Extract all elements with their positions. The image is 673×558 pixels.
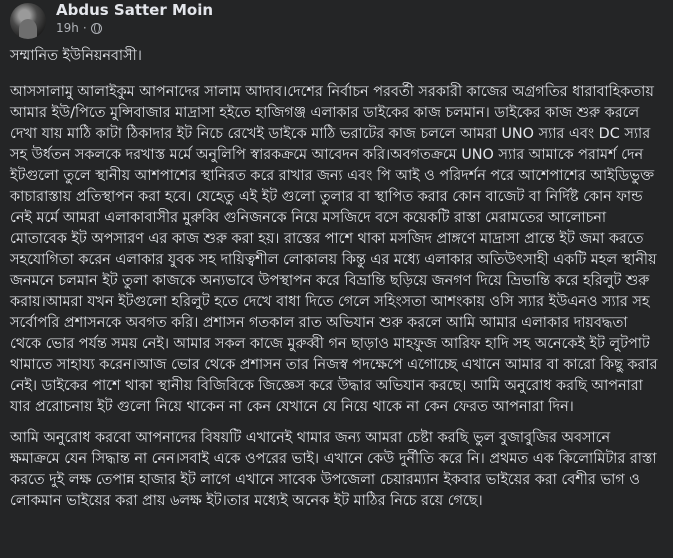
post-paragraph-main: আসসালামু আলাইকুম আপনাদের সালাম আদাব।দেশের নির্বাচন পরবর্তী সরকারী কাজের অগ্রগতির ধারাবাহিকতায় আমার ইউ/পিতে মুন্সিবাজার মাদ্রাসা হইতে হাজিগঞ্জ এলাকার ডাইকের কাজ চলমান। ডাইকের কাজ শুরু করলে দেখা যায় মাঠি কাটা ঠিকাদার ইট নিচে রেখেই ডাইকে মাঠি ভরাটের কাজ চললে আমরা UNO স্যার এবং DC স্যার সহ উর্ধতন সকলকে দরখাস্ত মর্মে অনুলিপি স্বারকক্রমে আবেদন করি।অবগতক্রমে UNO স্যার আমাকে পরামর্শ দেন ইটগুলো তুলে স্থানীয় আশপাশের স্থানিরত করে রাখার জন্য এবং পি আই ও পরিদর্শন পরে আশেপাশের আইডিভুক্ত কাচারাস্তায় প্রতিস্থাপন করা হবে। যেহেতু এই ইট গুলো তুলার বা স্থাপিত করার কোন বাজেট বা নির্দিষ্ট কোন ফান্ড নেই মর্মে আমরা এলাকাবাসীর মুরুব্বি গুনিজনকে নিয়ে মসজিদে বসে কয়েকটি রাস্তা মেরামতের আলোচনা মোতাবেক ইট অপসারণ এর কাজ শুরু করা হয়। রাস্তের পাশে থাকা মসজিদ প্রাঙ্গণে মাদ্রাসা প্রান্তে ইট জমা করতে সহযোগিতা করেন এলাকার যুবক সহ দায়িত্বশীল লোকালয় কিন্তু এর মধ্যে এলাকার অতিউৎসাহী একটি মহল স্থানীয় জনমনে চলমান ইট তুলা কাজকে অন্যভাবে উপস্থাপন করে বিভ্রান্তি ছড়িয়ে জনগণ দিয়ে ভ্রিভান্তি করে হরিলুট শুরু করায়।আমরা যখন ইটগুলো হরিলুট হতে দেখে বাধা দিতে গেলে সহিংসতা আশংকায় ওসি স্যার ইউএনও স্যার সহ সর্বোপরি প্রশাসনকে অবগত করি। প্রশাসন গতকাল রাত অভিযান শুরু করলে আমি আমার এলাকার দায়বদ্ধতা থেকে ভোর পর্যন্ত সময় নেই। আমার সকল কাজে মুরুব্বী গন ছাড়াও মাহফুজ আরিফ হাদি সহ অনেকেই ইট লুটপাট থামাতে সাহায্য করেন।আজ ভোর থেকে প্রশাসন তার নিজস্ব পদক্ষেপে এগোচ্ছে এখানে আমার বা কারো কিছু করার নেই। ডাইকের পাশে থাকা স্থানীয় বিজিবিকে জিজ্ঞেস করে উদ্ধার অভিযান করছে। আমি অনুরোধ করছি আপনারা যার প্ররোচনায় ইট গুলো নিয়ে থাকেন না কেন যেখানে যে নিয়ে থাকে না কেন ফেরত আপনারা দিন। [10, 84, 658, 415]
author-name[interactable]: Abdus Satter Moin [56, 1, 214, 19]
separator-dot: · [82, 21, 87, 35]
post-header [10, 0, 663, 46]
avatar[interactable] [10, 3, 46, 39]
post-paragraph-request: আমি অনুরোধ করবো আপনাদের বিষয়টি এখানেই থামার জন্য আমরা চেষ্টা করছি ভুল বুজাবুজির অবসানে ক্ষমাক্রমে যেন সিদ্ধান্ত না নেন।সবাই একে ওপরের ভাই। এখানে কেউ দুর্নীতি করে নি। প্রথমত এক কিলোমিটার রাস্তা করতে দুই লক্ষ তেপান্ন হাজার ইট লাগে এখানে সাবেক উপজেলা চেয়ারম্যান ইকবার ভাইয়ের করা বেশীর ভাগ ও লোকমান ভাইয়ের করা প্রায় ৬লক্ষ ইট।তার মধ্যেই অনেক ইট মাঠির নিচে রয়ে গেছে। [10, 430, 657, 509]
post-timestamp-row [56, 22, 213, 34]
post-paragraph-greeting: সম্মানিত ইউনিয়নবাসী। [10, 48, 142, 64]
post-meta [56, 2, 213, 34]
globe-icon[interactable] [91, 23, 102, 34]
post-time[interactable]: 19h [56, 21, 79, 35]
post-body [10, 46, 663, 512]
